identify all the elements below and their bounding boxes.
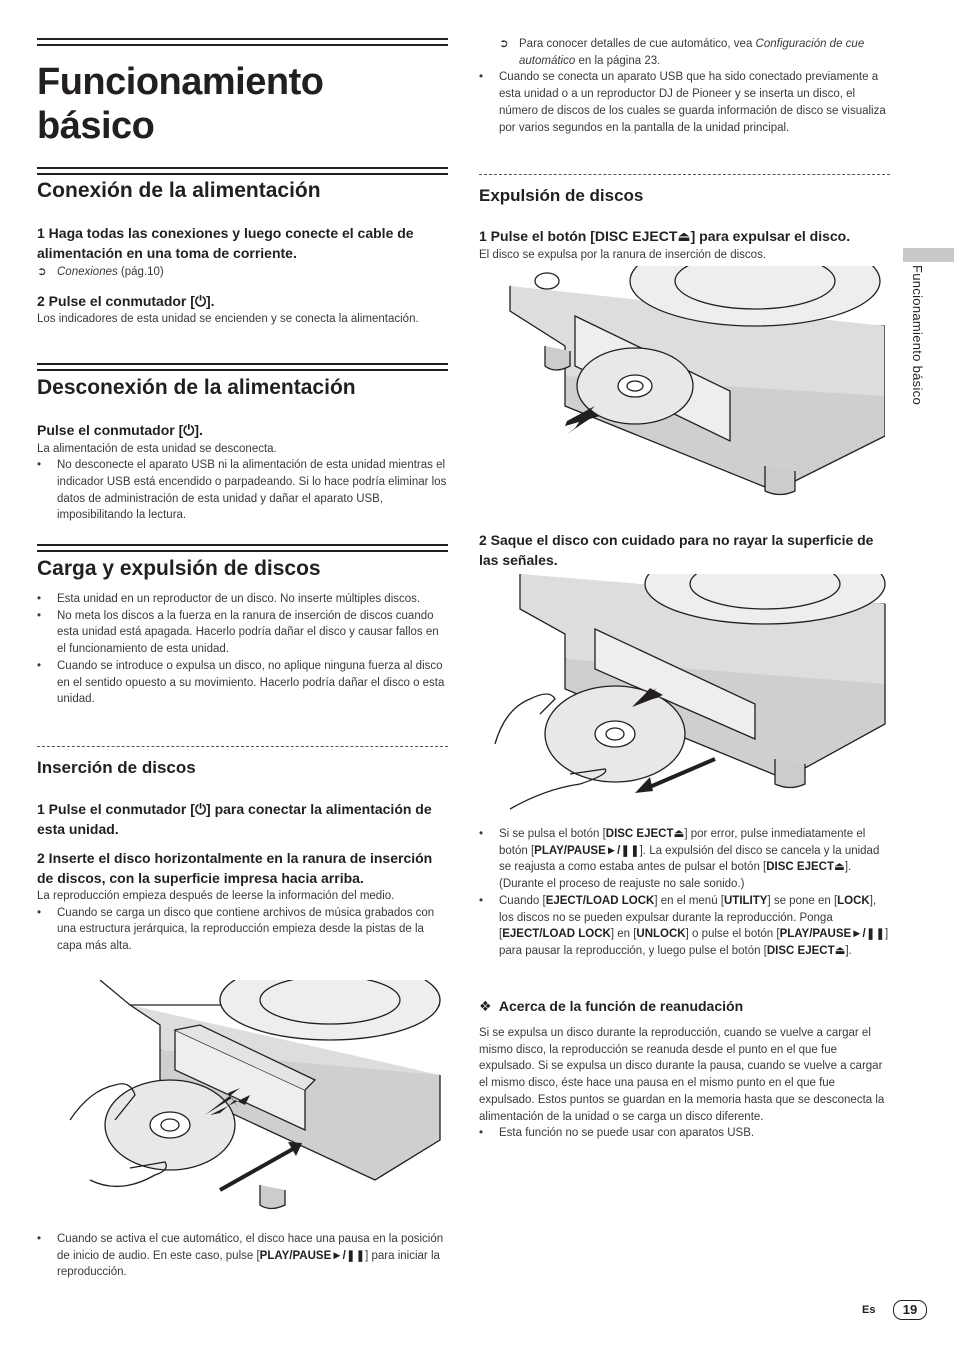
dashed-rule (37, 746, 448, 747)
power-off-bullets (37, 457, 448, 524)
key-label: DISC EJECT⏏ (766, 861, 845, 874)
text: Para conocer detalles de cue automático, vea (519, 38, 756, 50)
list-item: • Esta unidad en un reproductor de un disco. No inserte múltiples discos. (37, 591, 448, 608)
key-label: LOCK (837, 894, 870, 907)
step-text: ]. (194, 422, 203, 438)
step-text: ]. (206, 292, 215, 309)
ref-link-cue[interactable]: Configuración de cue automático (519, 38, 865, 67)
side-tab-label: Funcionamiento básico (910, 265, 925, 405)
resume-block (479, 997, 890, 1142)
text: ] por error, pulse inmediatamente el botón [ (499, 828, 866, 857)
step-text: 1 Pulse el botón [DISC EJECT (479, 228, 678, 244)
insertion-step2: 2 Inserte el disco horizontalmente en la ranura de inserción de discos, con la superficie impresa hacia arriba. (37, 850, 433, 886)
page-title-line1: Funcionamiento (37, 61, 324, 103)
text: ] para pausar la reproducción, y luego pulse el botón [ (499, 928, 889, 957)
language-label: Es (862, 1304, 876, 1316)
insertion-bullets-2 (37, 1231, 448, 1281)
disc-remove-illustration (485, 574, 887, 819)
text: ] en [ (610, 928, 637, 941)
power-icon: ⏻ (194, 801, 207, 817)
list-item: • Cuando se carga un disco que contiene archivos de música grabados con una estructura jerárquica, la reproducción empieza desde la pistas de la capa más alta. (37, 905, 448, 955)
resume-bullets (479, 1125, 890, 1142)
text: en la página 23. (575, 54, 661, 67)
insertion-block-2 (37, 1231, 448, 1281)
insertion-step1 (37, 800, 448, 839)
list-item: • Esta función no se puede usar con aparatos USB. (479, 1125, 890, 1142)
insertion-text: La reproducción empieza después de leerse la información del medio. (37, 890, 395, 902)
text: ] para iniciar la reproducción. (57, 1249, 440, 1279)
power-off-block (37, 421, 448, 524)
ref-link-conexiones[interactable]: Conexiones (57, 266, 118, 278)
power-icon: ⏻ (183, 422, 195, 438)
diamond-bullet-icon: ❖ (479, 998, 492, 1014)
ref-page: (pág.10) (117, 266, 164, 278)
disc-insertion-illustration (60, 980, 445, 1225)
heading-load-eject: Carga y expulsión de discos (37, 557, 321, 580)
ejection-block-2 (479, 531, 890, 570)
insertion-bullets (37, 905, 448, 955)
page-title (37, 60, 323, 148)
list-item: • Cuando se conecta un aparato USB que ha sido conectado previamente a esta unidad o a un reproductor DJ de Pioneer y se inserta un disco, el número de discos de los cuales se guarda información de disco se visualiza por varios segundos en la pantalla de la unidad principal. (479, 69, 890, 136)
list-item (37, 1231, 448, 1281)
ejection-text: El disco se expulsa por la ranura de inserción de discos. (479, 248, 767, 261)
power-off-step (37, 421, 448, 441)
step-text: ] para conectar la alimentación de esta unidad. (37, 801, 432, 837)
ejection-step2: 2 Saque el disco con cuidado para no rayar la superficie de las señales. (479, 532, 874, 568)
heading-insertion: Inserción de discos (37, 758, 196, 777)
heading-resume (479, 997, 890, 1016)
ejection-block (479, 227, 890, 263)
text: ] o pulse el botón [ (685, 928, 780, 941)
text: ] se pone en [ (767, 894, 838, 907)
ejection-bullets-block (479, 826, 890, 960)
heading-ejection: Expulsión de discos (479, 186, 644, 205)
page-title-line2: básico (37, 105, 155, 147)
text: ]. (845, 944, 852, 957)
dashed-rule (479, 174, 890, 175)
list-item (479, 893, 890, 960)
section-rule (37, 363, 448, 371)
disc-eject-illustration (505, 266, 885, 498)
power-icon: ⏻ (194, 292, 207, 309)
key-label: DISC EJECT⏏ (605, 828, 685, 840)
ejection-bullets (479, 826, 890, 960)
power-on-ref (37, 264, 448, 281)
right-top-block (479, 36, 890, 136)
title-rule (37, 38, 448, 46)
arrow-ref-icon: ➲ (499, 38, 509, 50)
key-label: PLAY/PAUSE►/❚❚ (259, 1249, 366, 1262)
text: ]. (Durante el proceso de reajuste no sale sonido.) (499, 861, 852, 891)
load-eject-bullets (37, 591, 448, 708)
heading-power-off: Desconexión de la alimentación (37, 376, 356, 399)
step-text: ] para expulsar el disco. (690, 228, 851, 244)
key-label: UNLOCK (636, 928, 686, 941)
key-label: EJECT/LOAD LOCK (545, 894, 655, 907)
section-rule (37, 544, 448, 552)
list-item: • Cuando se introduce o expulsa un disco, no aplique ninguna fuerza al disco en el sentido opuesto a su movimiento. Hacerlo podría dañar el disco o esta unidad. (37, 658, 448, 708)
power-on-step2 (37, 292, 448, 312)
key-label: DISC EJECT⏏ (766, 944, 846, 957)
step-text: 1 Pulse el conmutador [ (37, 801, 195, 817)
text: ]. La expulsión del disco se cancela y la unidad se reajusta a como estaba antes de pulsar el botón [ (499, 844, 880, 874)
key-label: PLAY/PAUSE►/❚❚ (534, 844, 640, 857)
text: Cuando [ (499, 894, 546, 907)
list-item: • No desconecte el aparato USB ni la alimentación de esta unidad mientras el indicador USB está encendido o parpadeando. Si lo hace podría eliminar los datos de administración de esta unidad y dañar el aparato USB, imposibilitando la lectura. (37, 457, 448, 524)
step-text: Pulse el conmutador [ (37, 422, 184, 438)
eject-icon: ⏏ (677, 228, 691, 244)
page-number: 19 (893, 1300, 927, 1320)
key-label: PLAY/PAUSE►/❚❚ (779, 928, 886, 941)
text: ], los discos no se pueden expulsar durante la reproducción. Ponga [ (499, 894, 877, 941)
key-label: EJECT/LOAD LOCK (502, 928, 611, 941)
heading-text: Acerca de la función de reanudación (498, 998, 744, 1014)
ejection-step1 (479, 227, 890, 247)
step-text: 2 Pulse el conmutador [ (37, 292, 195, 309)
text: ] en el menú [ (654, 894, 724, 907)
cue-ref (499, 36, 890, 69)
right-top-bullets (479, 69, 890, 136)
list-item: • No meta los discos a la fuerza en la ranura de inserción de discos cuando esta unidad está apagada. Hacerlo podría dañar el disco y causar fallos en el funcionamiento de esta unidad. (37, 608, 448, 658)
resume-text: Si se expulsa un disco durante la reproducción, cuando se vuelve a cargar el mismo disco, la reproducción se reanuda desde el punto en el que fue expulsado. Si se expulsa un disco durante la pausa, cuando se vuelve a cargar el mismo disco, éste hace una pausa en el mismo punto en el que fue expulsado. Estos puntos se guardan en la memoria hasta que se desconecta la alimentación de la unidad o se carga un disco diferente. (479, 1027, 885, 1123)
power-off-text: La alimentación de esta unidad se desconecta. (37, 442, 277, 455)
load-eject-block (37, 591, 448, 708)
power-on-text: Los indicadores de esta unidad se encienden y se conecta la alimentación. (37, 313, 419, 326)
text: Si se pulsa el botón [ (499, 828, 606, 840)
section-rule (37, 167, 448, 175)
key-label: UTILITY (724, 894, 768, 907)
heading-power-on: Conexión de la alimentación (37, 179, 321, 202)
side-tab-marker (903, 248, 954, 262)
arrow-ref-icon: ➲ (37, 266, 47, 278)
power-on-step1: 1 Haga todas las conexiones y luego conecte el cable de alimentación en una toma de corriente. (37, 225, 414, 261)
text: Cuando se activa el cue automático, el disco hace una pausa en la posición de inicio de audio. En este caso, pulse [ (57, 1233, 444, 1262)
list-item (479, 826, 890, 893)
insertion-block (37, 800, 448, 955)
power-on-block (37, 224, 448, 328)
